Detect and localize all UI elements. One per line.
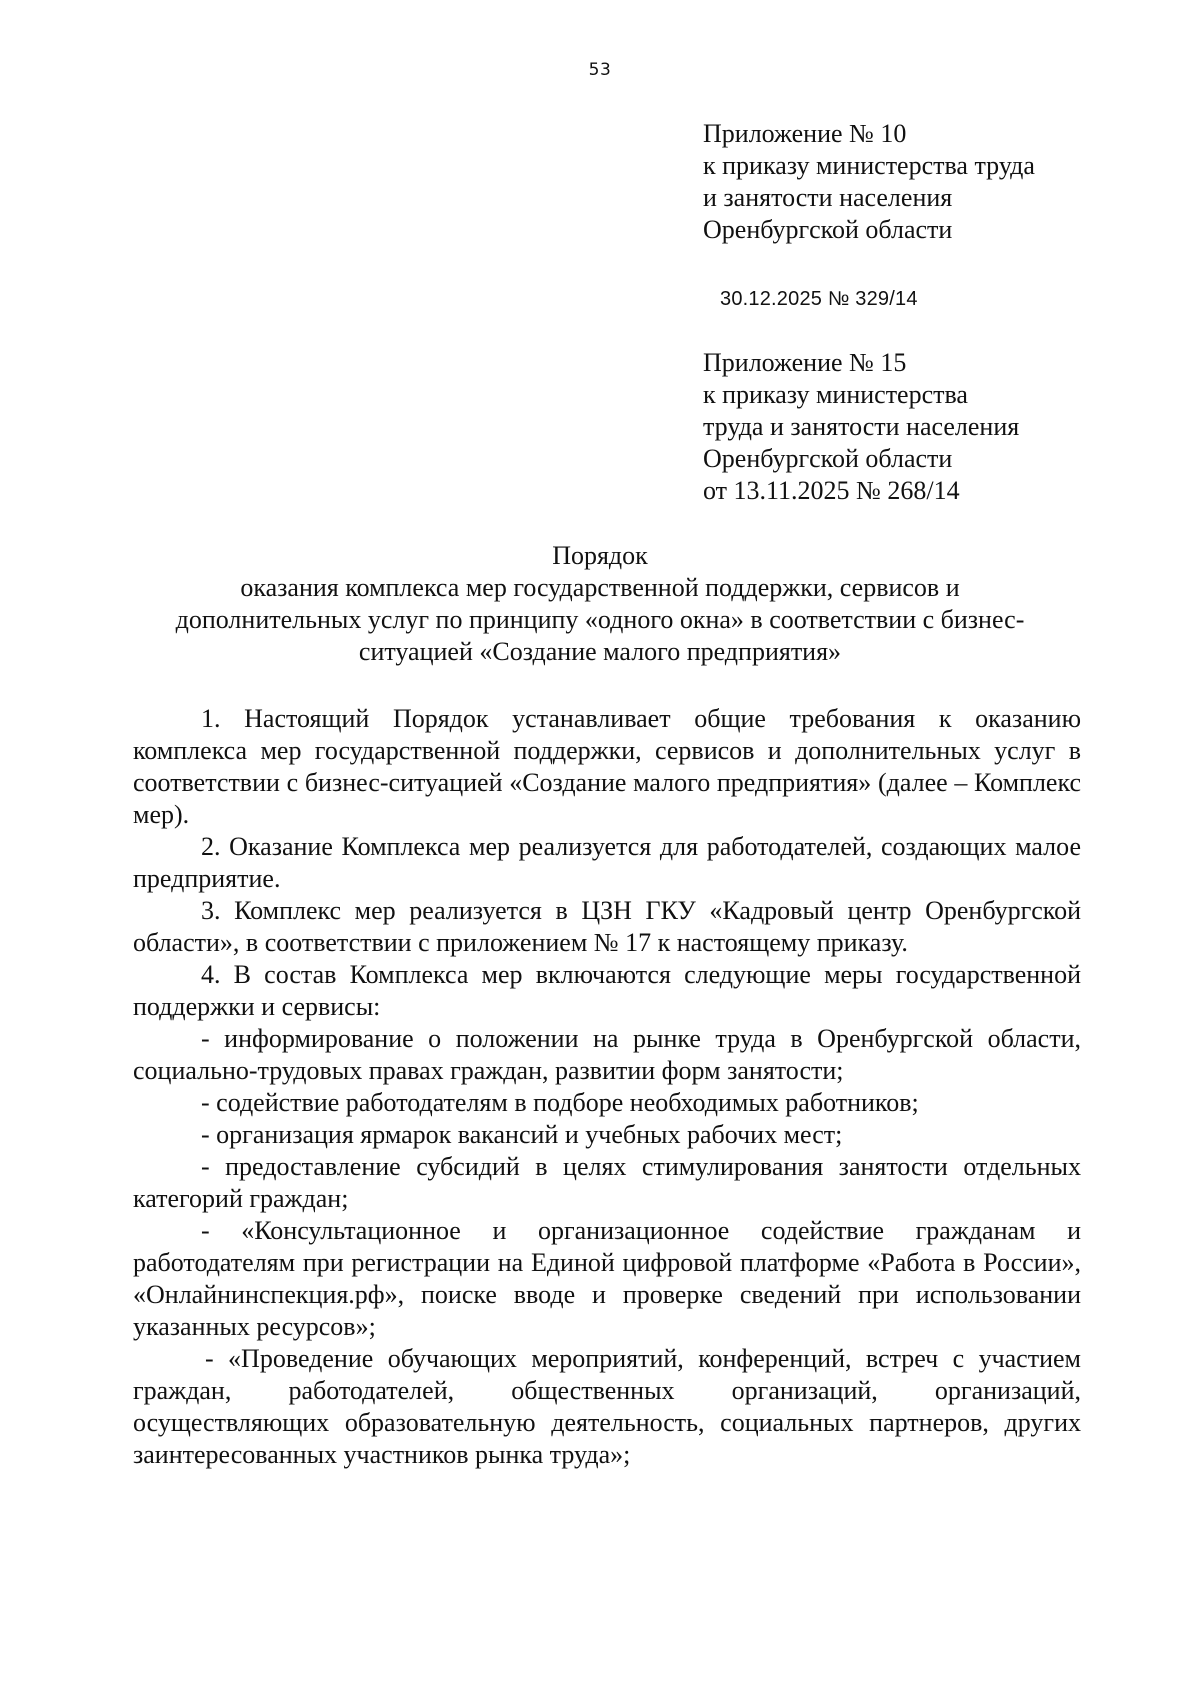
annex-current-line: Оренбургской области — [703, 215, 953, 244]
list-item: - организация ярмарок вакансий и учебных рабочих мест; — [201, 1120, 843, 1149]
annex-previous-line: Приложение № 15 — [703, 348, 907, 377]
paragraph-4: 4. В состав Комплекса мер включаются следующие меры государственной поддержки и сервисы: — [133, 960, 1081, 1021]
annex-current-line: и занятости населения — [703, 183, 953, 212]
annex-current-line: Приложение № 10 — [703, 119, 907, 148]
annex-previous-line: Оренбургской области — [703, 444, 953, 473]
title-heading: Порядок — [552, 541, 648, 570]
annex-previous-line: к приказу министерства — [703, 380, 968, 409]
annex-current-line: к приказу министерства труда — [703, 151, 1035, 180]
paragraph-3: 3. Комплекс мер реализуется в ЦЗН ГКУ «Кадровый центр Оренбургской области», в соответствии с приложением № 17 к настоящему приказу. — [133, 896, 1081, 957]
annex-previous-line: труда и занятости населения — [703, 412, 1020, 441]
title-line: дополнительных услуг по принципу «одного окна» в соответствии с бизнес- — [175, 605, 1025, 634]
document-body — [133, 703, 1081, 1471]
page-number: 53 — [588, 60, 612, 80]
annex-previous-header — [703, 347, 1123, 507]
annex-current-header — [703, 118, 1123, 246]
order-date-number-stamp: 30.12.2025 № 329/14 — [720, 288, 918, 310]
list-item: - содействие работодателям в подборе необходимых работников; — [201, 1088, 919, 1117]
paragraph-1: 1. Настоящий Порядок устанавливает общие требования к оказанию комплекса мер государственной поддержки, сервисов и дополнительных услуг в соответствии с бизнес-ситуацией «Создание малого предприятия» (далее – Комплекс мер). — [133, 704, 1081, 829]
list-item: - «Проведение обучающих мероприятий, конференций, встреч с участием граждан, работодателей, общественных организаций, организаций, осуществляющих образовательную деятельность, социальных партнеров, других заинтересованных участников рынка труда»; — [133, 1344, 1081, 1469]
list-item: - «Консультационное и организационное содействие гражданам и работодателям при регистрации на Единой цифровой платформе «Работа в России», «Онлайнинспекция.рф», поиске вводе и проверке сведений при использовании указанных ресурсов»; — [133, 1216, 1081, 1341]
title-line: оказания комплекса мер государственной поддержки, сервисов и — [240, 573, 960, 602]
title-line: ситуацией «Создание малого предприятия» — [358, 637, 842, 666]
annex-previous-line: от 13.11.2025 № 268/14 — [703, 476, 960, 505]
list-item: - предоставление субсидий в целях стимулирования занятости отдельных категорий граждан; — [133, 1152, 1081, 1213]
document-title — [100, 540, 1100, 668]
list-item: - информирование о положении на рынке труда в Оренбургской области, социально-трудовых правах граждан, развитии форм занятости; — [133, 1024, 1081, 1085]
paragraph-2: 2. Оказание Комплекса мер реализуется для работодателей, создающих малое предприятие. — [133, 832, 1081, 893]
